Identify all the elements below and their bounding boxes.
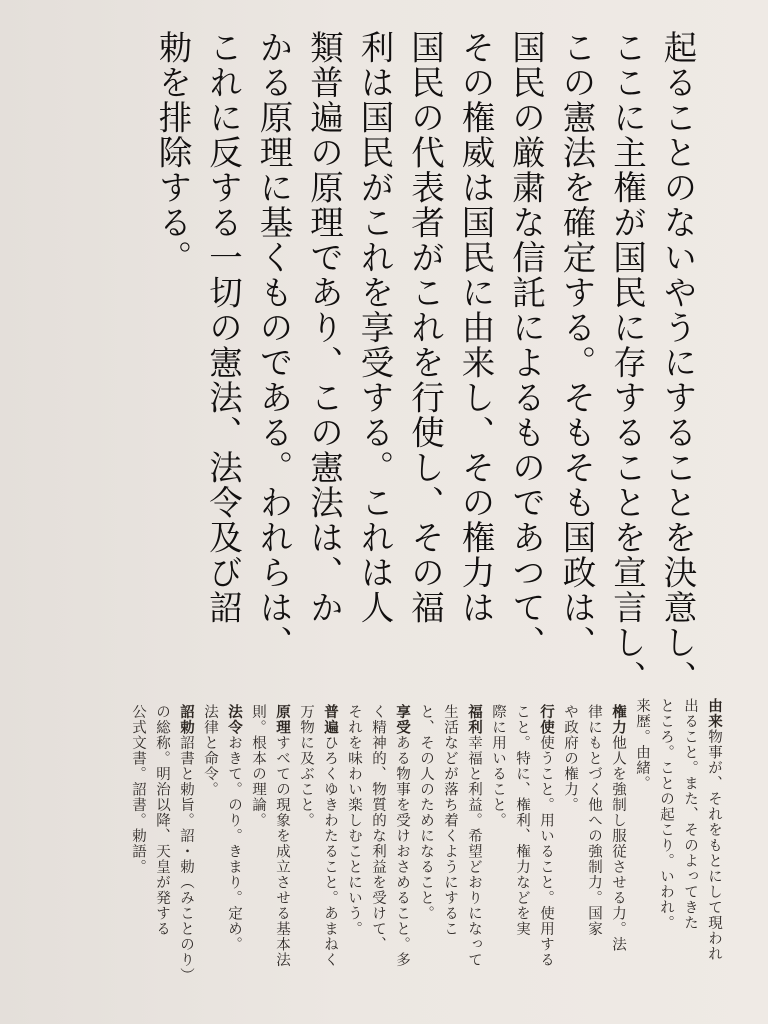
- glossary-definition-line: 法律と命令。: [202, 704, 218, 797]
- main-text-column: 起ることのないやうにすることを決意し、: [658, 30, 697, 695]
- glossary-entry-yurai: [630, 698, 726, 1008]
- glossary-definition-line: 公式文書。詔書。勅語。: [130, 704, 146, 875]
- glossary-term: 由来: [706, 698, 722, 729]
- glossary-definition-line: 則。根本の理論。: [250, 704, 266, 828]
- glossary-term: 原理: [274, 704, 290, 735]
- glossary-definition-line: おきて。のり。きまり。定め。: [226, 735, 242, 952]
- glossary-definition-line: 律にもとづく他への強制力。国家: [586, 704, 602, 937]
- glossary-definition-line: 詔書と勅旨。詔・勅（みことのり）: [178, 735, 194, 983]
- glossary-term: 権力: [610, 704, 626, 735]
- main-text-column: その権威は国民に由来し、その権力は: [456, 30, 495, 625]
- glossary-term: 福利: [466, 704, 482, 735]
- glossary-term: 普遍: [322, 704, 338, 735]
- main-text-column: 国民の代表者がこれを行使し、その福: [405, 30, 445, 625]
- glossary-definition-line: それを味わい楽しむことにいう。: [346, 704, 362, 937]
- glossary-definition-line: 生活などが落ち着くようにするこ: [442, 704, 458, 937]
- glossary-definition-line: 万物に及ぶこと。: [298, 704, 314, 828]
- glossary-definition-line: の総称。明治以降、天皇が発する: [154, 704, 170, 937]
- main-text-column: かる原理に基くものである。われらは、: [254, 30, 293, 660]
- glossary-definition-line: 使うこと。用いること。使用する: [538, 735, 554, 968]
- glossary-entry-kenryoku: [558, 704, 630, 1008]
- glossary-term: 享受: [394, 704, 410, 735]
- glossary-entry-fuhen: [294, 704, 342, 1008]
- glossary-definition-line: 出ること。また、そのよってきた: [682, 698, 698, 931]
- glossary-definition-line: く精神的、物質的な利益を受けて、: [370, 704, 386, 952]
- main-text-column: 勅を排除する。: [153, 30, 192, 275]
- main-text-column: 類普遍の原理であり、この憲法は、か: [304, 30, 344, 625]
- glossary-definition-line: 他人を強制し服従させる力。法: [610, 735, 626, 952]
- glossary-definition-line: や政府の権力。: [562, 704, 578, 813]
- glossary-term: 法令: [226, 704, 242, 735]
- main-text-column: これに反する一切の憲法、法令及び詔: [203, 30, 243, 625]
- main-text-column: 国民の厳粛な信託によるものであつて、: [506, 30, 546, 660]
- glossary-definition-line: ある物事を受けおさめること。多: [394, 735, 410, 968]
- main-text-column: 利は国民がこれを享受する。これは人: [355, 30, 394, 625]
- glossary-entry-koushi: [486, 704, 558, 1008]
- glossary-entry-shouchoku: [126, 704, 198, 1008]
- glossary-definition-line: ひろくゆきわたること。あまねく: [322, 735, 338, 968]
- glossary-entry-genri: [246, 704, 294, 1008]
- glossary-definition-line: 際に用いること。: [490, 704, 506, 828]
- glossary-definition-line: ところ。ことの起こり。いわれ。: [658, 698, 674, 931]
- glossary-definition-line: と、その人のためになること。: [418, 704, 434, 921]
- glossary-definition-line: 物事が、それをもとにして現われ: [706, 729, 722, 962]
- main-text-column: この憲法を確定する。そもそも国政は、: [557, 30, 596, 660]
- glossary-term: 詔勅: [178, 704, 194, 735]
- glossary-definition-line: 来歴。由緒。: [634, 698, 650, 791]
- glossary-definition-line: こと。特に、権利、権力などを実: [514, 704, 530, 937]
- glossary-definition-line: 幸福と利益。希望どおりになって: [466, 735, 482, 968]
- glossary-section: [126, 698, 726, 1008]
- glossary-definition-line: すべての現象を成立させる基本法: [274, 735, 290, 968]
- glossary-entry-hourei: [198, 704, 246, 1008]
- main-text-column: ここに主権が国民に存することを宣言し、: [607, 30, 647, 695]
- glossary-entry-kyouju: [342, 704, 414, 1008]
- glossary-term: 行使: [538, 704, 554, 735]
- glossary-entry-fukuri: [414, 704, 486, 1008]
- preamble-main-text: [147, 30, 703, 695]
